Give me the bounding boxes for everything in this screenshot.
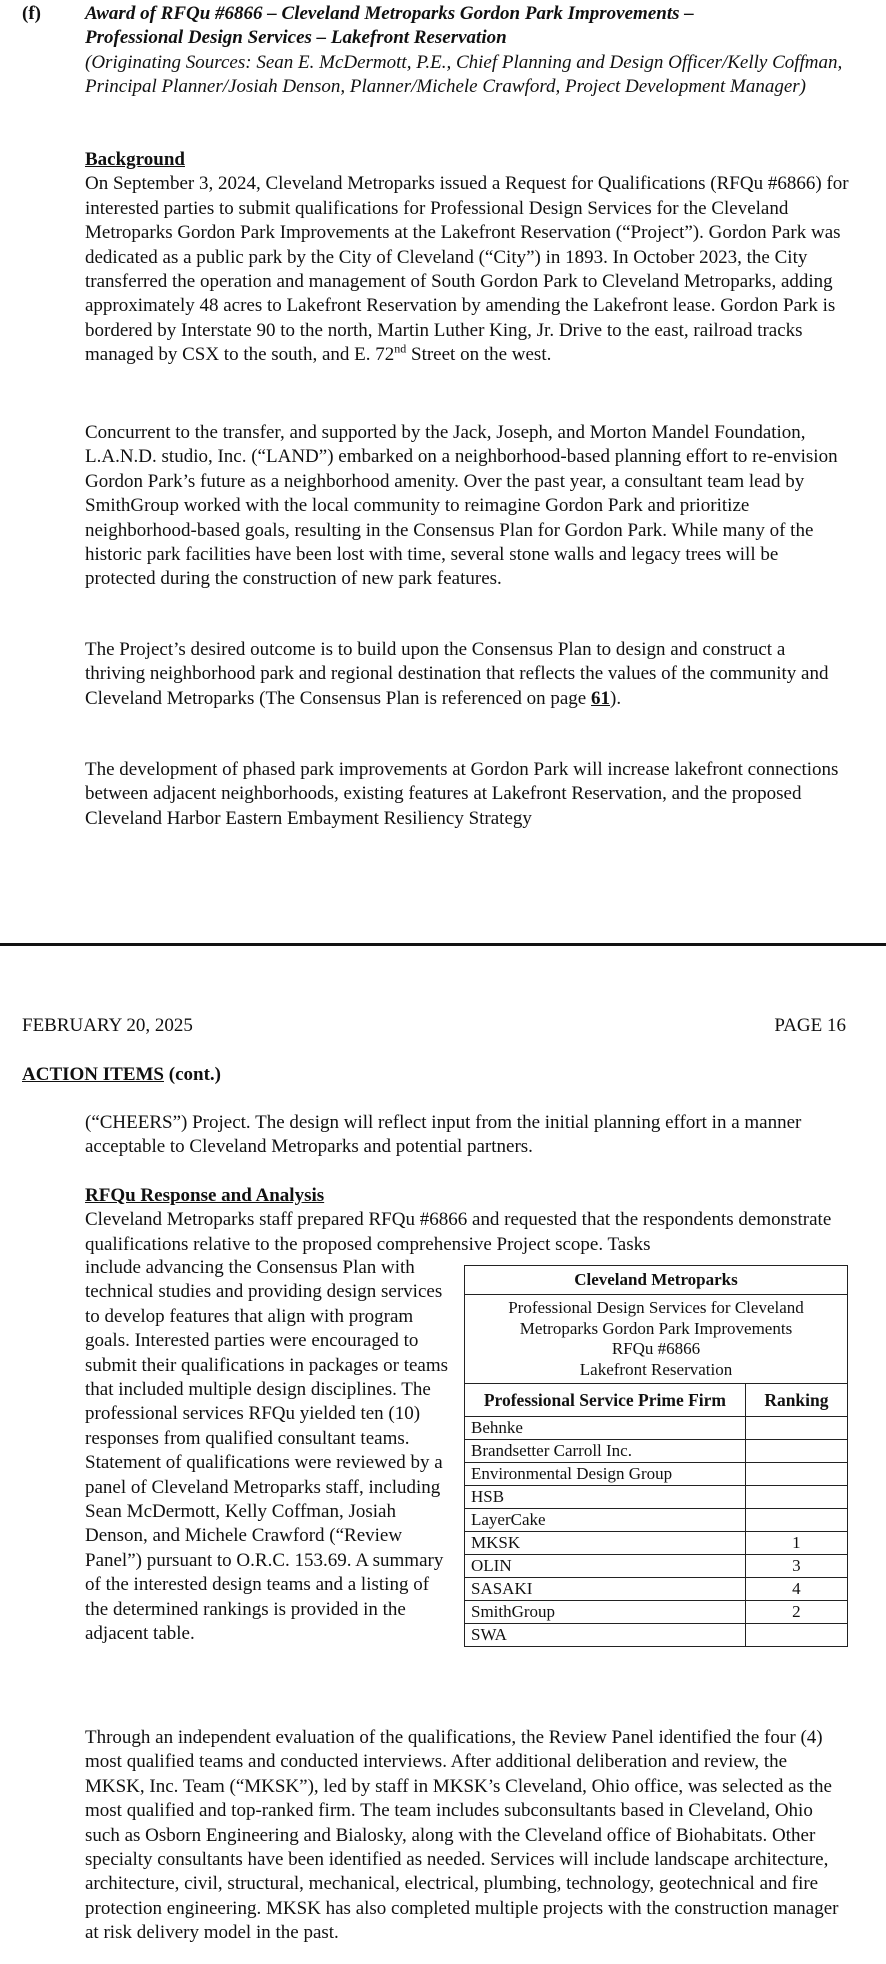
item-title-line2: Professional Design Services – Lakefront Reservation xyxy=(85,27,507,49)
table-row xyxy=(465,1486,848,1509)
table-row xyxy=(465,1463,848,1486)
firm-ranking xyxy=(745,1509,847,1532)
firm-ranking: 3 xyxy=(745,1555,847,1578)
item-title-line1: Award of RFQu #6866 – Cleveland Metroparks Gordon Park Improvements – xyxy=(85,3,694,24)
background-section xyxy=(85,148,850,368)
col-firm-header: Professional Service Prime Firm xyxy=(465,1384,746,1417)
rfqu-wrap-paragraph: include advancing the Consensus Plan with technical studies and providing design services to develop features that align with program goals. Interested parties were encouraged to submit their qualifications in packages or teams that included multiple design disciplines. The professional services RFQu yielded ten (10) responses from qualified consultant teams. Statement of qualifications were reviewed by a panel of Cleveland Metroparks staff, including Sean McDermott, Kelly Coffman, Josiah Denson, and Michele Crawford (“Review Panel”) pursuant to O.R.C. 153.69. A summary of the interested design teams and a listing of the determined rankings is provided in the adjacent table. xyxy=(85,1257,449,1645)
rfqu-heading: RFQu Response and Analysis xyxy=(85,1185,325,1206)
firm-name: SmithGroup xyxy=(465,1601,746,1624)
page-divider xyxy=(0,943,886,946)
continuation-paragraph: (“CHEERS”) Project. The design will reflect input from the initial planning effort in a manner acceptable to Cleveland Metroparks and potential partners. xyxy=(85,1112,802,1158)
firm-name: Environmental Design Group xyxy=(465,1463,746,1486)
firm-ranking xyxy=(745,1463,847,1486)
firm-ranking xyxy=(745,1417,847,1440)
firm-name: Brandsetter Carroll Inc. xyxy=(465,1440,746,1463)
table-org: Cleveland Metroparks xyxy=(465,1266,848,1295)
firm-name: HSB xyxy=(465,1486,746,1509)
table-row xyxy=(465,1601,848,1624)
page-date: FEBRUARY 20, 2025 xyxy=(22,1015,193,1036)
firm-ranking: 4 xyxy=(745,1578,847,1601)
firm-ranking xyxy=(745,1624,847,1647)
item-label: (f) xyxy=(22,3,41,24)
firm-ranking xyxy=(745,1440,847,1463)
action-items-heading: ACTION ITEMS (cont.) xyxy=(22,1064,221,1085)
background-heading: Background xyxy=(85,149,185,170)
firm-name: Behnke xyxy=(465,1417,746,1440)
firm-name: SASAKI xyxy=(465,1578,746,1601)
table-row xyxy=(465,1417,848,1440)
background-paragraph-3: The Project’s desired outcome is to build upon the Consensus Plan to design and construct a thriving neighborhood park and regional destination that reflects the values of the community and Cleveland Metroparks (The Consensus Plan is referenced on page 61). xyxy=(85,639,829,709)
firm-ranking: 1 xyxy=(745,1532,847,1555)
firm-ranking: 2 xyxy=(745,1601,847,1624)
page-reference: 61 xyxy=(591,687,610,709)
rankings-table xyxy=(464,1265,848,1647)
table-row xyxy=(465,1578,848,1601)
table-row xyxy=(465,1440,848,1463)
background-paragraph-4: The development of phased park improvements at Gordon Park will increase lakefront connections between adjacent neighborhoods, existing features at Lakefront Reservation, and the proposed Cleveland Harbor Eastern Embayment Resiliency Strategy xyxy=(85,759,839,829)
table-row xyxy=(465,1509,848,1532)
page-number: PAGE 16 xyxy=(774,1015,846,1036)
background-paragraph-1: On September 3, 2024, Cleveland Metroparks issued a Request for Qualifications (RFQu #6866) for interested parties to submit qualifications for Professional Design Services for the Cleveland Metroparks Gordon Park Improvements at the Lakefront Reservation (“Project”). Gordon Park was dedicated as a public park by the City of Cleveland (“City”) in 1893. In October 2023, the City transferred the operation and management of South Gordon Park to Cleveland Metroparks, adding approximately 48 acres to Lakefront Reservation by amending the Lakefront lease. Gordon Park is bordered by Interstate 90 to the north, Martin Luther King, Jr. Drive to the east, railroad tracks managed by CSX to the south, and E. 72nd Street on the west. xyxy=(85,173,849,366)
table-description: Professional Design Services for Cleveland Metroparks Gordon Park Improvements RFQu #6866 Lakefront Reservation xyxy=(465,1295,848,1384)
table-row xyxy=(465,1555,848,1578)
col-rank-header: Ranking xyxy=(745,1384,847,1417)
firm-name: SWA xyxy=(465,1624,746,1647)
evaluation-paragraph: Through an independent evaluation of the qualifications, the Review Panel identified the four (4) most qualified teams and conducted interviews. After additional deliberation and review, the MKSK, Inc. Team (“MKSK”), led by staff in MKSK’s Cleveland, Ohio office, was selected as the most qualified and top-ranked firm. The team includes subconsultants based in Cleveland, Ohio such as Osborn Engineering and Bialosky, along with the Cleveland office of Biohabitats. Other specialty consultants have been identified as needed. Services will include landscape architecture, architecture, civil, structural, mechanical, electrical, plumbing, technology, geotechnical and fire protection engineering. MKSK has also completed multiple projects with the construction manager at risk delivery model in the past. xyxy=(85,1727,839,1944)
firm-name: LayerCake xyxy=(465,1509,746,1532)
table-row xyxy=(465,1532,848,1555)
originating-sources: (Originating Sources: Sean E. McDermott, P.E., Chief Planning and Design Officer/Kelly Coffman, Principal Planner/Josiah Denson, Planner/Michele Crawford, Project Development Manager) xyxy=(85,51,843,98)
item-header xyxy=(85,2,850,100)
table-row xyxy=(465,1624,848,1647)
rfqu-intro: Cleveland Metroparks staff prepared RFQu #6866 and requested that the respondents demonstrate qualifications relative to the proposed comprehensive Project scope. Tasks xyxy=(85,1209,832,1255)
firm-name: OLIN xyxy=(465,1555,746,1578)
firm-ranking xyxy=(745,1486,847,1509)
firm-name: MKSK xyxy=(465,1532,746,1555)
rfqu-section xyxy=(85,1184,850,1257)
background-paragraph-2: Concurrent to the transfer, and supported by the Jack, Joseph, and Morton Mandel Foundation, L.A.N.D. studio, Inc. (“LAND”) embarked on a neighborhood-based planning effort to re-envision Gordon Park’s future as a neighborhood amenity. Over the past year, a consultant team lead by SmithGroup worked with the local community to reimagine Gordon Park and prioritize neighborhood-based goals, resulting in the Consensus Plan for Gordon Park. While many of the historic park facilities have been lost with time, several stone walls and legacy trees will be protected during the construction of new park features. xyxy=(85,422,838,590)
